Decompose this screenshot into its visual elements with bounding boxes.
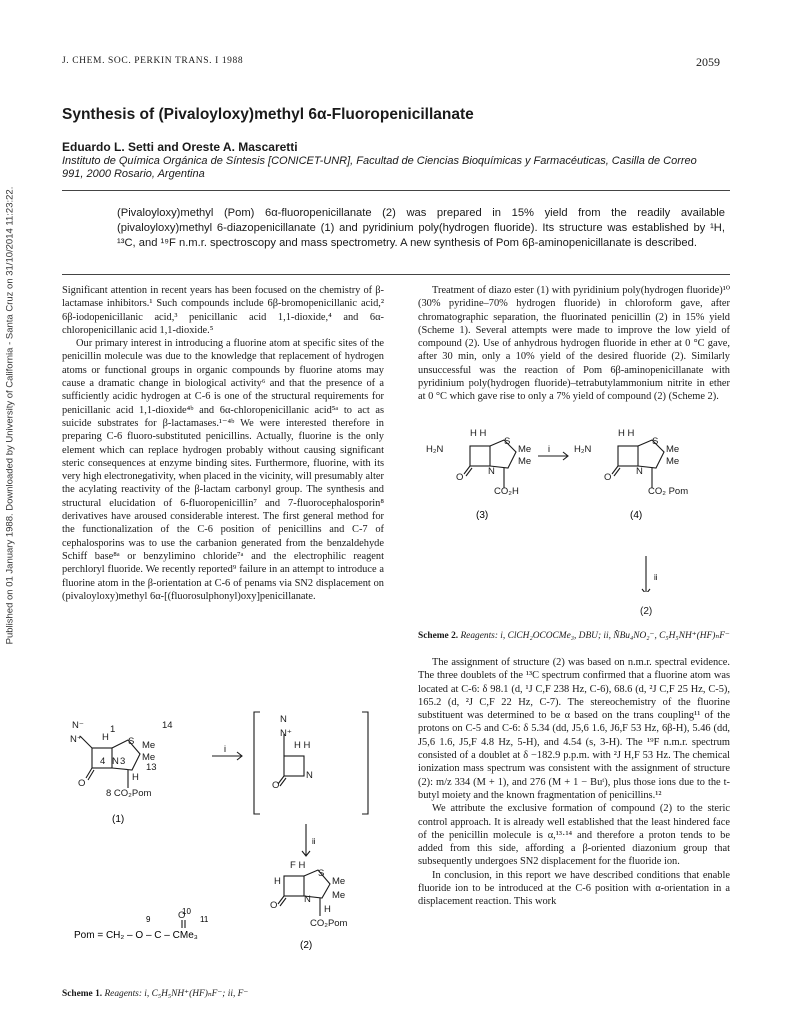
svg-text:H₂N: H₂N (426, 444, 444, 455)
pom-definition: Pom = CH₂ – O – C – CMe₃ (74, 930, 198, 941)
svg-text:O: O (78, 778, 86, 789)
paragraph: In conclusion, in this report we have described conditions that enable fluoride ion to be introduced at the C-6 position with α-orientation in a displacement reaction. This work (418, 869, 730, 908)
svg-text:14: 14 (162, 720, 173, 731)
svg-text:N: N (304, 894, 311, 905)
caption-label: Scheme 1. (62, 989, 103, 999)
header-rule (62, 190, 730, 191)
svg-text:S: S (652, 436, 659, 447)
compound-label: (2) (300, 940, 313, 951)
svg-text:N: N (488, 466, 495, 477)
svg-text:Me: Me (518, 456, 532, 467)
caption-text: Reagents: i, C₅H₅NH⁺(HF)ₙF⁻; ii, F⁻ (102, 989, 249, 999)
svg-text:1: 1 (110, 724, 116, 735)
paragraph: Our primary interest in introducing a fluorine atom at specific sites of the penicillin molecule was due to the knowledge that replacement of hydrogen atoms or functional groups in organic compounds by fluorine atoms may cause a dramatic change in biological activity⁶ and that the presence of a sufficiently acidic hydrogen at C-6 is one of the structural requirements for penicillanic acid 1,1-dioxide⁴ᵇ and 6α-chloropenicillanic acid⁵ᵃ to act as suicide substrates for β-lactamases.¹⁻⁴ᵇ We were interested therefore in preparing C-6 fluoro-substituted penicillins. Actually, fluorine is the only element which can replace hydrogen probably without causing significant steric consequences at enzyme binding sites. Furthermore, fluorine, with its very high electronegativity, when placed in the vicinity, will presumably alter the acylating reactivity of the β-lactam carbonyl group. The synthesis and structural elucidation of 6-fluoropenicillin⁷ and 7-fluorocephalosporin⁸ derivatives have aroused considerable interest. The first general method for the functionalization of the C-6 position of penicillins and C-7 of cephalosporins was to use the carbanion generated from the benzaldehyde Schiff base⁸ᵃ or benzylimino chloride⁷ᵃ and the electrophilic reagent perchloryl fluoride. We recently reported⁹ failure in an attempt to introduce a fluorine atom in the β-orientation at C-6 of penams via SN2 displacement on (pivaloyloxy)methyl 6α-[(fluorosulphonyl)oxy]penicillanate. (62, 338, 384, 602)
step-label: i (548, 444, 550, 454)
beta-lactam-ring (618, 446, 638, 466)
left-column (62, 284, 384, 603)
paragraph: Treatment of diazo ester (1) with pyridinium poly(hydrogen fluoride)¹⁰ (30% pyridine–70% hydrogen fluoride) in chloroform gave, after chromatographic separation, the fluorinated penicillin (2) in 15% yield (Scheme 1). Several attempts were made to improve the low yield of compound (2). Use of anhydrous hydrogen fluoride in ether at 0 °C gave, after 30 min, only a 10% yield of the desired fluoride (2). Similarly unsuccessful was the reaction of Pom 6β-aminopenicillanate with pyridinium poly(hydrogen fluoride)–tetrabutylammonium nitrite in ether at 0 °C which gave rise to only a 7% yield of compound (2) (Scheme 2). (418, 285, 730, 403)
svg-text:N⁺: N⁺ (70, 734, 82, 745)
svg-text:O: O (272, 780, 280, 791)
svg-text:S: S (504, 436, 511, 447)
svg-text:O: O (178, 910, 186, 921)
compound-label: (2) (640, 606, 653, 617)
svg-text:CO₂H: CO₂H (494, 486, 519, 497)
compound-label: (4) (630, 510, 643, 521)
svg-text:Me: Me (666, 456, 680, 467)
caption-label: Scheme 2. (418, 631, 459, 641)
scheme-1-figure (62, 708, 392, 978)
svg-text:Me: Me (332, 876, 346, 887)
svg-text:CO₂ Pom: CO₂ Pom (648, 486, 689, 497)
svg-text:S: S (318, 868, 325, 879)
compound-label: (1) (112, 814, 125, 825)
svg-text:Me: Me (518, 444, 532, 455)
svg-text:F H: F H (290, 860, 306, 871)
svg-text:O: O (604, 472, 612, 483)
svg-text:N: N (280, 714, 287, 725)
svg-text:N: N (636, 466, 643, 477)
svg-text:CO₂Pom: CO₂Pom (310, 918, 348, 929)
svg-text:H H: H H (470, 428, 487, 439)
paragraph: Significant attention in recent years has been focused on the chemistry of β-lactamase inhibitors.¹ Such compounds include 6β-bromopenicillanic acid,² 6β-iodopenicillanic acid,³ penicillanic acid 1,1-dioxide,⁴ and 6α-chloropenicillanic acid 1,1-dioxide.⁵ (62, 285, 384, 336)
abstract: (Pivaloyloxy)methyl (Pom) 6α-fluoropenicillanate (2) was prepared in 15% yield from the readily available (pivaloyloxy)methyl 6-diazopenicillanate (1) and pyridinium poly(hydrogen fluoride). Its structure was established by ¹H, ¹³C, and ¹⁹F n.m.r. spectroscopy and mass spectrometry. A new synthesis of Pom 6β-aminopenicillanate is described. (117, 207, 725, 249)
scheme-2-caption (418, 630, 730, 642)
svg-text:S: S (128, 736, 135, 747)
compound-label: (3) (476, 510, 489, 521)
atom-number: 10 (182, 907, 191, 916)
svg-text:13: 13 (146, 762, 157, 773)
step-label: ii (312, 837, 316, 846)
svg-text:O: O (456, 472, 464, 483)
svg-text:N: N (112, 756, 119, 767)
abstract-rule (62, 274, 730, 275)
article-authors: Eduardo L. Setti and Oreste A. Mascaretti (62, 140, 298, 154)
svg-text:N: N (306, 770, 313, 781)
beta-lactam-ring (284, 876, 304, 896)
scheme-1-caption (62, 988, 392, 1000)
scheme-2-figure (418, 422, 730, 592)
svg-text:H H: H H (294, 740, 311, 751)
atom-number: 9 (146, 915, 151, 924)
svg-text:H: H (132, 772, 139, 783)
carbonyl-bond (464, 466, 470, 474)
step-label: i (224, 744, 226, 754)
running-head: J. CHEM. SOC. PERKIN TRANS. I 1988 (62, 56, 244, 66)
svg-text:H: H (324, 904, 331, 915)
thiazolidine-ring (490, 440, 516, 468)
svg-text:H₂N: H₂N (574, 444, 592, 455)
page-number: 2059 (696, 55, 720, 69)
svg-text:Me: Me (142, 740, 156, 751)
svg-text:N⁻: N⁻ (72, 720, 84, 731)
svg-text:O: O (270, 900, 278, 911)
article-affiliation: Instituto de Química Orgánica de Síntesis [CONICET-UNR], Facultad de Ciencias Bioquímicas y Farmacéuticas, Casilla de Correo 991, 2000 Rosario, Argentina (62, 155, 697, 180)
bracket-left (254, 712, 260, 814)
svg-text:H: H (102, 732, 109, 743)
atom-number: 11 (200, 915, 209, 924)
svg-text:H: H (274, 876, 281, 887)
svg-text:Me: Me (332, 890, 346, 901)
svg-text:N⁺: N⁺ (280, 728, 292, 739)
svg-text:3: 3 (120, 756, 126, 767)
step-label: ii (654, 573, 658, 582)
paragraph: We attribute the exclusive formation of compound (2) to the steric control approach. It is already well established that the least hindered face of the penicillin molecule is α,¹³·¹⁴ and therefore a proton tends to be added from this side, affording a β-oriented diazonium group that subsequently undergoes SN2 displacement for the fluoride ion. (418, 803, 730, 868)
download-notice: Published on 01 January 1988. Downloaded by University of California - Santa Cruz on 31/10/2014 11:23:22. (4, 186, 16, 645)
svg-text:Me: Me (666, 444, 680, 455)
beta-lactam-ring (470, 446, 490, 466)
right-column-bottom (418, 656, 730, 909)
svg-text:4: 4 (100, 756, 106, 767)
bracket-right (362, 712, 368, 814)
caption-text: Reagents: i, ClCH₂OCOCMe₃, DBU; ii, N̂Bu₄NO₂⁻, C₅H₅NH⁺(HF)ₙF⁻ (458, 631, 730, 641)
svg-text:H H: H H (618, 428, 635, 439)
svg-text:8 CO₂Pom: 8 CO₂Pom (106, 788, 152, 799)
svg-text:Me: Me (142, 752, 156, 763)
right-column-top (418, 284, 730, 404)
paragraph: The assignment of structure (2) was based on n.m.r. spectral evidence. The three doublets of the ¹³C spectrum confirmed that a fluorine atom was located at C-6: δ 98.1 (d, ¹J C,F 238 Hz, C-6), 68.6 (d, ²J C,F 25 Hz, C-5), 165.2 (d, ²J C,F 22 Hz, C-7). The stereochemistry of the fluorine substituent was determined to be α based on the trans coupling¹¹ of the protons on C-5 and C-6: δ 5.34 (dd, J5,6 1.6, J6,F 53 Hz, 6β-H), 5.46 (dd, J5,6 1.6, J5,F 4.8 Hz, 5-H), and 4.54 (s, 3-H). The ¹⁹F n.m.r. spectrum consisted of a doublet at δ −182.9 p.p.m. with ²J H,F 53 Hz. The chemical ionization mass spectrum was consistent with the assignment of structure (2): m/z 334 (M + 1), and 276 (M + 1 − Buᵗ), plus those ions due to the t-butyl moiety and the known fragmentation of penicillins.¹² (418, 657, 730, 801)
article-title: Synthesis of (Pivaloyloxy)methyl 6α-Fluoropenicillanate (62, 106, 474, 123)
thiazolidine-ring (638, 440, 664, 468)
